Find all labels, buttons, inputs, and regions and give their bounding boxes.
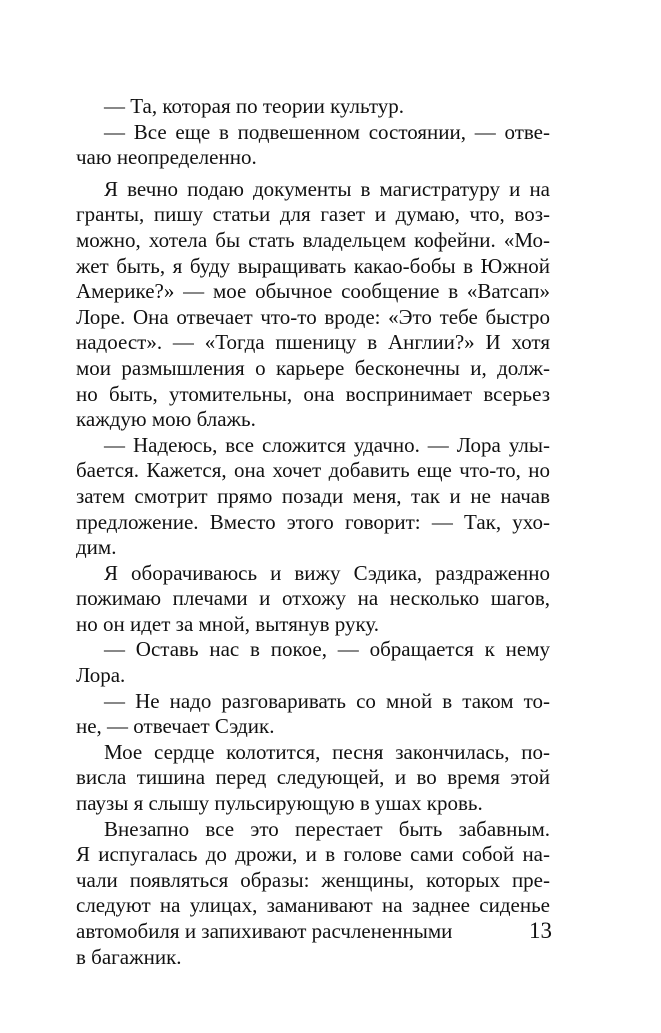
text-line: но быть, утомительны, она воспринимает всерьез — [76, 381, 550, 406]
text-line: мои размышления о карьере бесконечны и, долж- — [76, 355, 550, 380]
text-line: жет быть, я буду выращивать какао-бобы в Южной — [76, 253, 550, 278]
text-line: Я испугалась до дрожи, и в голове сами собой на- — [76, 842, 550, 867]
text-line: можно, хотела бы стать владельцем кофейни. «Мо- — [76, 227, 550, 252]
text-line: чаю неопределенно. — [76, 145, 257, 170]
text-line: каждую мою блажь. — [76, 407, 256, 432]
text-line: паузы я слышу пульсирующую в ушах кровь. — [76, 791, 483, 816]
text-line: автомобиля и запихивают расчлененными — [76, 919, 453, 943]
text-line: Лоре. Она отвечает что-то вроде: «Это тебе быстро — [76, 304, 550, 329]
text-line: дим. — [76, 535, 117, 560]
text-line: не, — отвечает Сэдик. — [76, 714, 275, 739]
text-line: — Та, которая по теории культур. — [104, 94, 404, 118]
text-line: но он идет за мной, вытянув руку. — [76, 611, 380, 636]
text-line: затем смотрит прямо позади меня, так и не начав — [76, 483, 550, 508]
text-line: следуют на улицах, заманивают на заднее сиденье — [76, 893, 550, 918]
text-line: Я оборачиваюсь и вижу Сэдика, раздраженно — [104, 560, 550, 585]
text-line: бается. Кажется, она хочет добавить еще что-то, но — [76, 458, 550, 483]
page-number: 13 — [529, 918, 552, 943]
text-line: — Все еще в подвешенном состоянии, — отве- — [104, 119, 550, 144]
text-line: в багажник. — [76, 944, 182, 969]
text-line: — Не надо разговаривать со мной в таком то- — [104, 688, 550, 713]
text-line: Внезапно все это перестает быть забавным. — [104, 816, 550, 841]
text-line: пожимаю плечами и отхожу на несколько шагов, — [76, 586, 550, 611]
text-line: гранты, пишу статьи для газет и думаю, что, воз- — [76, 202, 550, 227]
text-line: Мое сердце колотится, песня закончилась, по- — [104, 739, 550, 764]
text-line: — Надеюсь, все сложится удачно. — Лора улы- — [104, 432, 550, 457]
text-line: висла тишина перед следующей, и во время этой — [76, 765, 550, 790]
text-line: чали появляться образы: женщины, которых пре- — [76, 867, 550, 892]
text-line: — Оставь нас в покое, — обращается к нему — [104, 637, 550, 662]
text-line: надоест». — «Тогда пшеницу в Англии?» И хотя — [76, 330, 550, 355]
text-line: Америке?» — мое обычное сообщение в «Ватсап» — [76, 279, 550, 304]
text-line: Лора. — [76, 663, 126, 688]
text-line: Я вечно подаю документы в магистратуру и на — [104, 176, 550, 201]
body-text — [76, 94, 550, 970]
text-line: предложение. Вместо этого говорит: — Так, ухо- — [76, 509, 550, 534]
